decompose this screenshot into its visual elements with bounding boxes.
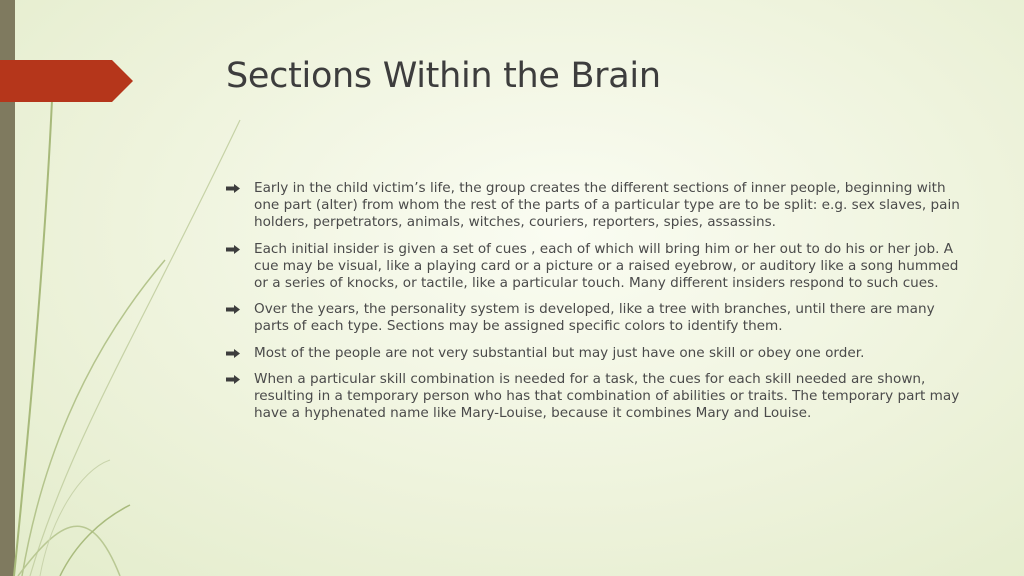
bullet-item (226, 180, 966, 232)
bullet-item (226, 301, 966, 335)
title-accent-tab (0, 60, 133, 102)
bullet-list (226, 180, 966, 431)
bullet-item (226, 371, 966, 423)
bullet-text: Each initial insider is given a set of cues , each of which will bring him or her out to do his or her job. A cue may be visual, like a playing card or a picture or a raised eyebrow, or auditory like a song hummed or a series of knocks, or tactile, like a particular touch. Many different insiders respond to such cues. (254, 240, 959, 292)
right-arrow-icon (226, 184, 240, 193)
bullet-text: When a particular skill combination is needed for a task, the cues for each skill needed are shown, resulting in a temporary person who has that combination of abilities or traits. The temporary part may have a hyphenated name like Mary-Louise, because it combines Mary and Louise. (254, 370, 960, 422)
slide-title: Sections Within the Brain (226, 56, 661, 96)
bullet-text: Over the years, the personality system is developed, like a tree with branches, until there are many parts of each type. Sections may be assigned specific colors to identify them. (254, 301, 935, 335)
right-arrow-icon (226, 349, 240, 358)
right-arrow-icon (226, 305, 240, 314)
right-arrow-icon (226, 375, 240, 384)
bullet-item (226, 241, 966, 293)
bullet-text: Early in the child victim’s life, the group creates the different sections of inner people, beginning with one part (alter) from whom the rest of the parts of a particular type are to be split: e.g. sex slaves, pain holders, perpetrators, animals, witches, couriers, reporters, spies, assassins. (254, 180, 960, 231)
bullet-item (226, 345, 966, 362)
bullet-text: Most of the people are not very substantial but may just have one skill or obey one order. (254, 344, 865, 361)
right-arrow-icon (226, 245, 240, 254)
